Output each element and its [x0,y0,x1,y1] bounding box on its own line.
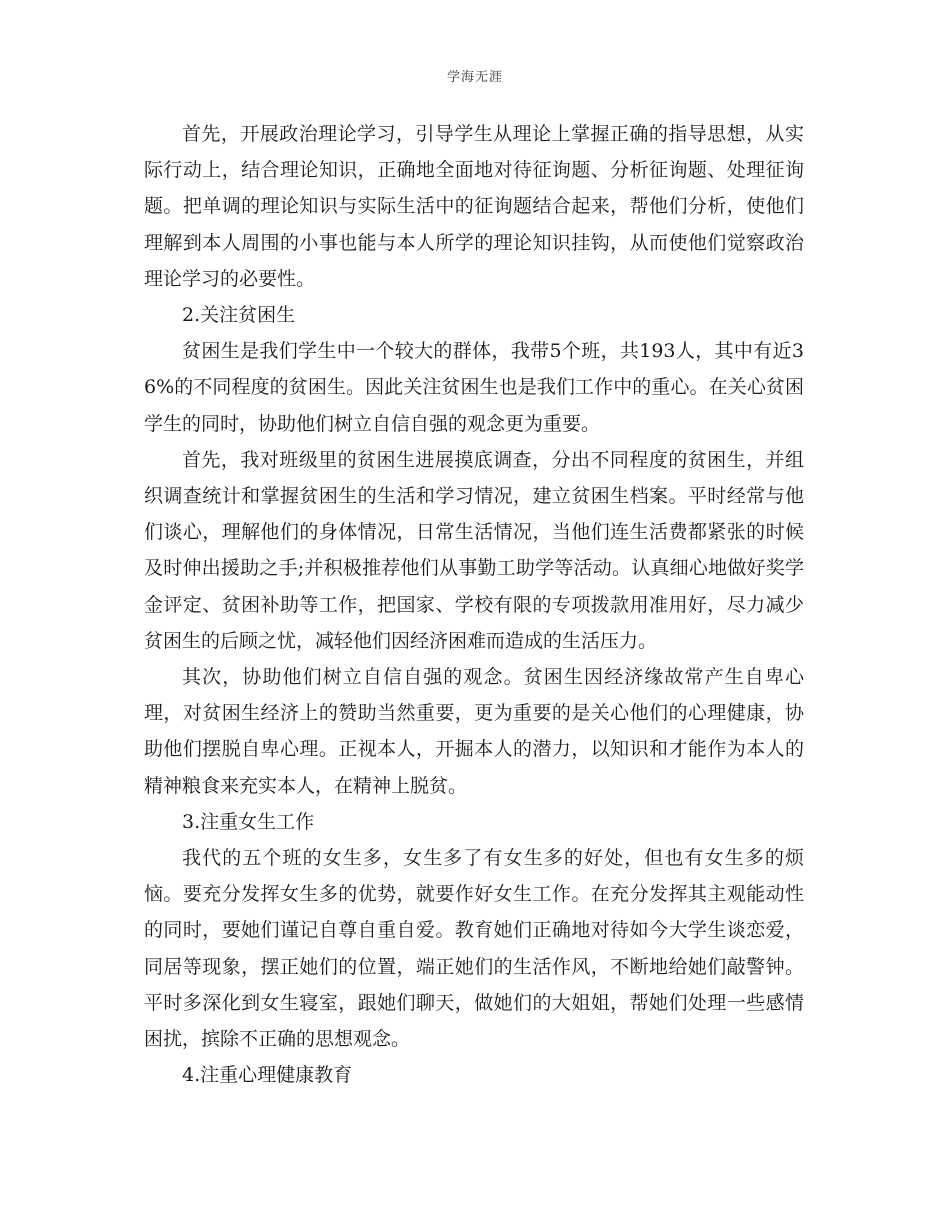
section-heading-female-students: 3.注重女生工作 [182,810,315,833]
paragraph-poor-students-confidence: 其次，协助他们树立自信自强的观念。贫困生因经济缘故常产生自卑心理，对贫困生经济上的赞助当然重要，更为重要的是关心他们的心理健康，协助他们摆脱自卑心理。正视本人，开掘本人的潜力，以知识和才能作为本人的精神粮食来充实本人，在精神上脱贫。 [144,666,804,797]
paragraph-political-study: 首先，开展政治理论学习，引导学生从理论上掌握正确的指导思想，从实际行动上，结合理论知识，正确地全面地对待征询题、分析征询题、处理征询题。把单调的理论知识与实际生活中的征询题结合起来，帮他们分析，使他们理解到本人周围的小事也能与本人所学的理论知识挂钩，从而使他们觉察政治理论学习的必要性。 [144,123,804,290]
section-heading-mental-health: 4.注重心理健康教育 [182,1064,353,1087]
paragraph-poor-students-intro: 贫困生是我们学生中一个较大的群体，我带5个班，共193人，其中有近36%的不同程度的贫困生。因此关注贫困生也是我们工作中的重心。在关心贫困学生的同时，协助他们树立自信自强的观念更为重要。 [144,340,804,435]
paragraph-female-students: 我代的五个班的女生多，女生多了有女生多的好处，但也有女生多的烦恼。要充分发挥女生多的优势，就要作好女生工作。在充分发挥其主观能动性的同时，要她们谨记自尊自重自爱。教育她们正确地对待如今大学生谈恋爱，同居等现象，摆正她们的位置，端正她们的生活作风，不断地给她们敲警钟。平时多深化到女生寝室，跟她们聊天，做她们的大姐姐，帮她们处理一些感情困扰，摈除不正确的思想观念。 [144,847,804,1051]
section-heading-poor-students: 2.关注贫困生 [182,304,296,327]
page-header: 学海无涯 [446,70,503,85]
paragraph-poor-students-survey: 首先，我对班级里的贫困生进展摸底调查，分出不同程度的贫困生，并组织调查统计和掌握贫困生的生活和学习情况，建立贫困生档案。平时经常与他们谈心，理解他们的身体情况，日常生活情况，当他们连生活费都紧张的时候及时伸出援助之手;并积极推荐他们从事勤工助学等活动。认真细心地做好奖学金评定、贫困补助等工作，把国家、学校有限的专项拨款用准用好，尽力减少贫困生的后顾之忧，减轻他们因经济困难而造成的生活压力。 [144,448,804,652]
document-body [144,116,804,1093]
